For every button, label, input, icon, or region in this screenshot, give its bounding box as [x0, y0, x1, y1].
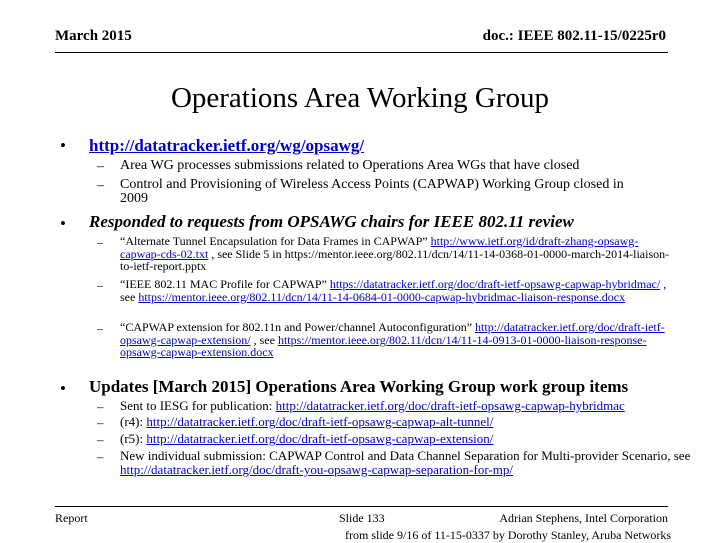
hybridmac-liaison-link[interactable]: https://mentor.ieee.org/802.11/dcn/14/11-14-0684-01-0000-capwap-hybridmac-liaison-response.docx	[138, 289, 626, 304]
bullet-1-link[interactable]	[89, 136, 364, 156]
sub-dash: –	[97, 278, 103, 292]
bullet-marker: •	[60, 214, 66, 233]
alt-tunnel-link[interactable]: http://datatracker.ietf.org/doc/draft-ietf-opsawg-capwap-alt-tunnel/	[146, 414, 494, 429]
bullet-3-sub-4	[120, 449, 695, 477]
bullet-3-sub-3	[120, 432, 695, 446]
slide-reference-text: , see Slide 5 in https://mentor.ieee.org/802.11/dcn/14/11-14-0368-01-0000-march-2014-liaison-to-ietf-report.pptx	[120, 246, 670, 273]
draft-title-text: “Alternate Tunnel Encapsulation for Data Frames in CAPWAP”	[120, 234, 431, 248]
sub-dash: –	[97, 235, 103, 249]
draft-title-text: “CAPWAP extension for 802.11n and Power/channel Autoconfiguration”	[120, 320, 476, 334]
sub-dash: –	[97, 178, 104, 193]
slide-title: Operations Area Working Group	[170, 82, 550, 114]
bullet-1-sub-1: Area WG processes submissions related to Operations Area WGs that have closed	[120, 158, 580, 173]
see-text: , see	[120, 277, 667, 304]
revision-text: (r4):	[120, 414, 147, 429]
header-date: March 2015	[55, 28, 132, 44]
opsawg-wg-link[interactable]: http://datatracker.ietf.org/wg/opsawg/	[89, 136, 365, 155]
footer-divider	[55, 506, 668, 507]
bullet-marker: •	[60, 379, 66, 398]
submission-text: New individual submission: CAPWAP Control and Data Channel Separation for Multi-provider Scenario, see	[120, 448, 691, 463]
bullet-2-sub-3	[120, 321, 678, 359]
extension-link[interactable]: http://datatracker.ietf.org/doc/draft-ietf-opsawg-capwap-extension/	[146, 431, 494, 446]
bullet-2-text: Responded to requests from OPSAWG chairs for IEEE 802.11 review	[89, 212, 574, 231]
footer-report-label: Report	[55, 511, 88, 525]
bullet-1-sub-2: Control and Provisioning of Wireless Access Points (CAPWAP) Working Group closed in 2009	[120, 177, 624, 206]
bullet-3-sub-1	[120, 399, 695, 413]
extension-liaison-link[interactable]: https://mentor.ieee.org/802.11/dcn/14/11-14-0913-01-0000-liaison-response-opsawg-capwap-extension.docx	[120, 332, 647, 359]
sub-dash: –	[97, 449, 104, 464]
sub-dash: –	[97, 321, 103, 335]
footer-slide-number: Slide 133	[339, 511, 385, 525]
alt-tunnel-draft-link[interactable]: http://www.ietf.org/id/draft-zhang-opsawg-capwap-cds-02.txt	[120, 234, 639, 261]
sub-dash: –	[97, 415, 104, 430]
extension-draft-link[interactable]: http://datatracker.ietf.org/doc/draft-ietf-opsawg-capwap-extension/	[120, 320, 665, 347]
sub-dash: –	[97, 399, 104, 414]
hybridmac-draft-link[interactable]: https://datatracker.ietf.org/doc/draft-ietf-opsawg-capwap-hybridmac/	[329, 277, 661, 291]
bullet-2-sub-2	[120, 278, 678, 303]
bullet-3-text: Updates [March 2015] Operations Area Working Group work group items	[89, 377, 629, 396]
see-text: , see	[250, 332, 278, 347]
sub-dash: –	[97, 432, 104, 447]
header-doc-id: doc.: IEEE 802.11-15/0225r0	[482, 28, 666, 44]
status-text: Sent to IESG for publication:	[120, 398, 276, 413]
sub-dash: –	[97, 159, 104, 174]
hybridmac-link[interactable]: http://datatracker.ietf.org/doc/draft-ietf-opsawg-capwap-hybridmac	[275, 398, 625, 413]
bullet-3-sub-2	[120, 415, 695, 429]
bullet-marker: •	[60, 136, 66, 155]
bullet-2-sub-1	[120, 235, 678, 273]
footer-author: Adrian Stephens, Intel Corporation	[499, 511, 668, 525]
separation-draft-link[interactable]: http://datatracker.ietf.org/doc/draft-you-opsawg-capwap-separation-for-mp/	[120, 462, 513, 477]
draft-title-text: “IEEE 802.11 MAC Profile for CAPWAP”	[120, 277, 330, 291]
header-divider	[55, 52, 668, 53]
revision-text: (r5):	[120, 431, 147, 446]
footer-source: from slide 9/16 of 11-15-0337 by Dorothy Stanley, Aruba Networks	[345, 528, 672, 542]
